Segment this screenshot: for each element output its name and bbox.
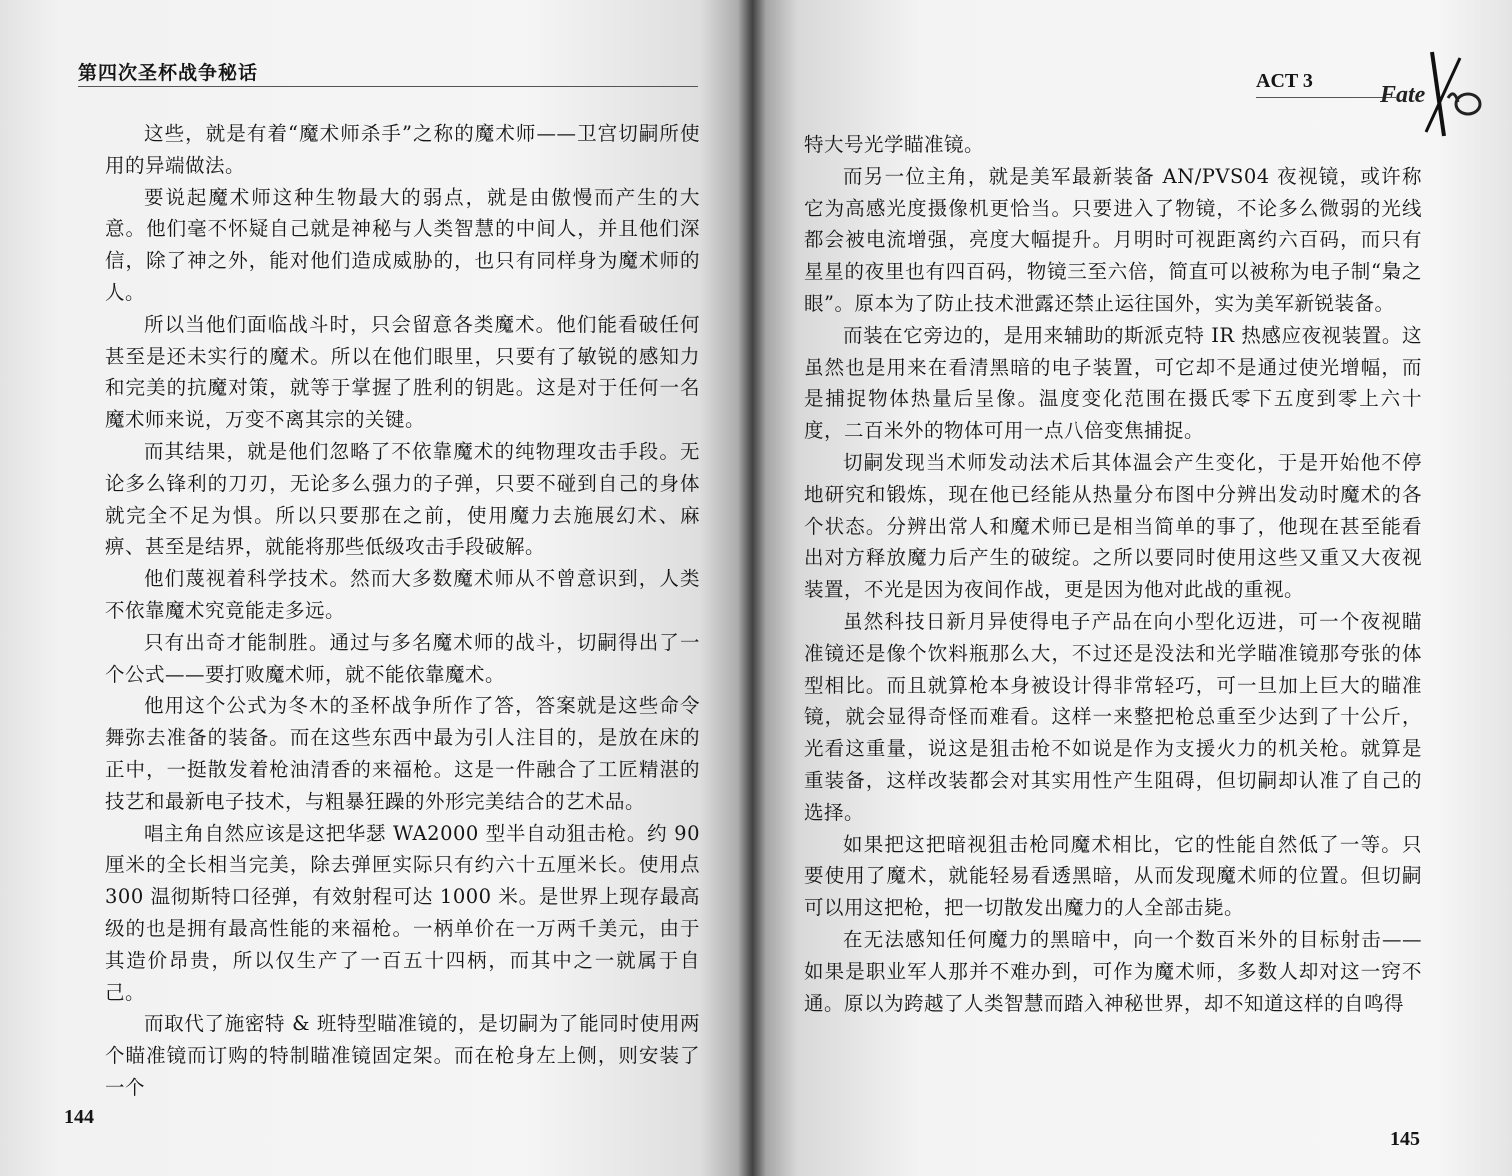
paragraph: 而取代了施密特 & 班特型瞄准镜的，是切嗣为了能同时使用两个瞄准镜而订购的特制瞄准镜固定架。而在枪身左上侧，则安装了一个	[105, 1012, 700, 1099]
header-rule	[78, 86, 698, 87]
left-page	[0, 0, 752, 1176]
continued-paragraph: 特大号光学瞄准镜。	[804, 133, 985, 156]
paragraph: 所以当他们面临战斗时，只会留意各类魔术。他们能看破任何甚至是还未实行的魔术。所以在他们眼里，只要有了敏锐的感知力和完美的抗魔对策，就等于掌握了胜利的钥匙。这是对于任何一名魔术师来说，万变不离其宗的关键。	[105, 312, 700, 432]
paragraph: 他们蔑视着科学技术。然而大多数魔术师从不曾意识到，人类不依靠魔术究竟能走多远。	[105, 567, 700, 622]
running-head-act: ACT 3	[1256, 70, 1313, 92]
paragraph: 在无法感知任何魔力的黑暗中，向一个数百米外的目标射击——如果是职业军人那并不难办到，可作为魔术师，多数人却对这一窍不通。原以为跨越了人类智慧而踏入神秘世界，却不知道这样的自鸣得	[804, 927, 1422, 1015]
paragraph: 这些，就是有着“魔术师杀手”之称的魔术师——卫宫切嗣所使用的异端做法。	[105, 122, 700, 177]
paragraph: 要说起魔术师这种生物最大的弱点，就是由傲慢而产生的大意。他们毫不怀疑自己就是神秘与人类智慧的中间人，并且他们深信，除了神之外，能对他们造成威胁的，也只有同样身为魔术师的人。	[105, 185, 700, 304]
paragraph: 切嗣发现当术师发动法术后其体温会产生变化，于是开始他不停地研究和锻炼，现在他已经能从热量分布图中分辨出发动时魔术的各个状态。分辨出常人和魔术师已是相当简单的事了，他现在甚至能看出对方释放魔力后产生的破绽。之所以要同时使用这些又重又大夜视装置，不光是因为夜间作战，更是因为他对此战的重视。	[804, 450, 1422, 602]
paragraph: 而另一位主角，就是美军最新装备 AN/PVS04 夜视镜，或许称它为高感光度摄像机更恰当。只要进入了物镜，不论多么微弱的光线都会被电流增强，亮度大幅提升。月明时可视距离约六百码，而只有星星的夜里也有四百码，物镜三至六倍，简直可以被称为电子制“梟之眼”。原本为了防止技术泄露还禁止运往国外，实为美军新锐装备。	[804, 164, 1422, 315]
paragraph: 而其结果，就是他们忽略了不依靠魔术的纯物理攻击手段。无论多么锋利的刀刃，无论多么强力的子弹，只要不碰到自己的身体就完全不足为惧。所以只要那在之前，使用魔力去施展幻术、麻痹、甚至是结界，就能将那些低级攻击手段破解。	[105, 439, 700, 559]
paragraph: 虽然科技日新月异使得电子产品在向小型化迈进，可一个夜视瞄准镜还是像个饮料瓶那么大，不过还是没法和光学瞄准镜那夸张的体型相比。而且就算枪本身被设计得非常轻巧，可一旦加上巨大的瞄准镜，就会显得奇怪而难看。这样一来整把枪总重至少达到了十公斤，光看这重量，说这是狙击枪不如说是作为支援火力的机关枪。就算是重装备，这样改装都会对其实用性产生阻碍，但切嗣却认准了自己的选择。	[804, 609, 1422, 824]
page-number: 144	[64, 1106, 94, 1128]
page-number: 145	[1390, 1128, 1420, 1150]
paragraph: 唱主角自然应该是这把华瑟 WA2000 型半自动狙击枪。约 90 厘米的全长相当完美，除去弹匣实际只有约六十五厘米长。使用点 300 温彻斯特口径弹，有效射程可达 1000 米。是世界上现存最高级的也是拥有最高性能的来福枪。一柄单价在一万两千美元，由于其造价昂贵，所以仅生产了一百五十四柄，而其中之一就属于自己。	[105, 821, 700, 1004]
running-head-title: 第四次圣杯战争秘话	[78, 62, 259, 84]
paragraph: 而装在它旁边的，是用来辅助的斯派克特 IR 热感应夜视装置。这虽然也是用来在看清黑暗的电子装置，可它却不是通过使光增幅，而是捕捉物体热量后呈像。温度变化范围在摄氏零下五度到零上六十度，二百米外的物体可用一点八倍变焦捕捉。	[804, 323, 1422, 443]
left-body-text	[105, 118, 700, 1104]
paragraph: 他用这个公式为冬木的圣杯战争所作了答，答案就是这些命令舞弥去准备的装备。而在这些东西中最为引人注目的，是放在床的正中，一挺散发着枪油清香的来福枪。这是一件融合了工匠精湛的技艺和最新电子技术，与粗暴狂躁的外形完美结合的艺术品。	[105, 694, 700, 813]
paragraph: 如果把这把暗视狙击枪同魔术相比，它的性能自然低了一等。只要使用了魔术，就能轻易看透黑暗，从而发现魔术师的位置。但切嗣可以用这把枪，把一切散发出魔力的人全部击毙。	[804, 832, 1422, 920]
book-gutter-shadow	[738, 0, 766, 1176]
right-page	[752, 0, 1512, 1176]
right-body-text	[804, 129, 1422, 1019]
svg-text:Fate: Fate	[1380, 82, 1426, 108]
paragraph: 只有出奇才能制胜。通过与多名魔术师的战斗，切嗣得出了一个公式——要打败魔术师，就不能依靠魔术。	[105, 630, 700, 686]
